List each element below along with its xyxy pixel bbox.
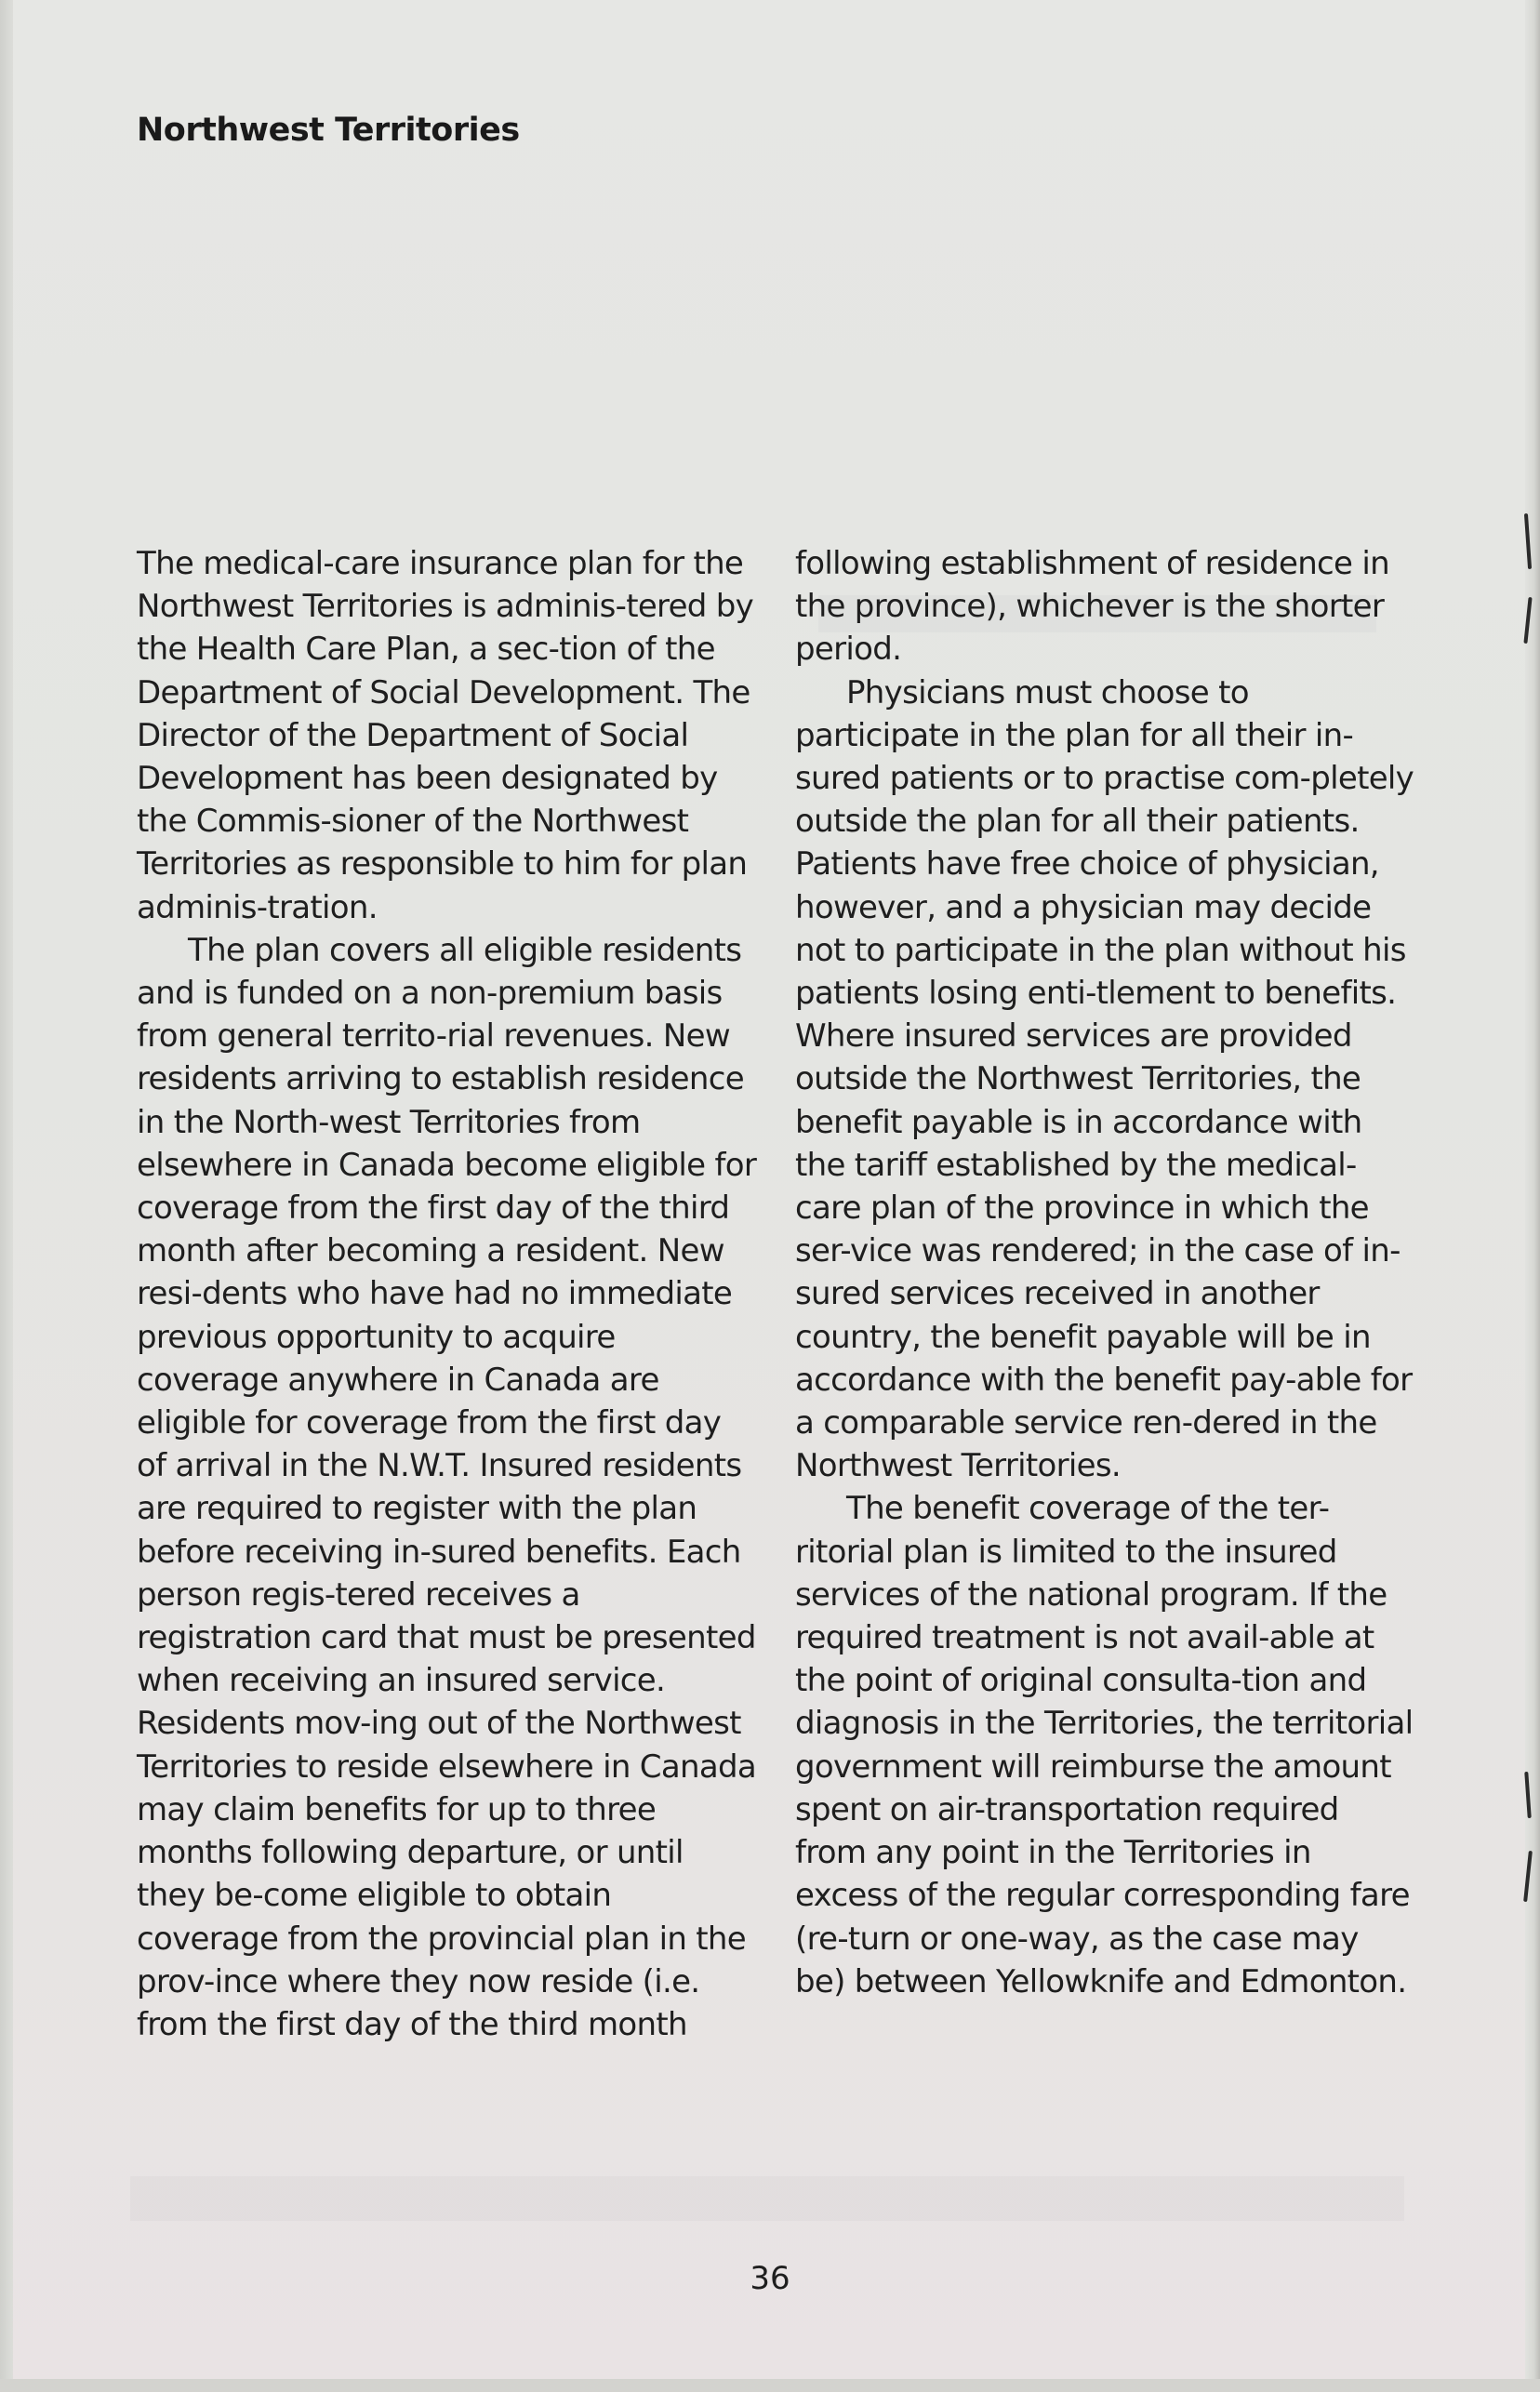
page-right-edge	[1525, 0, 1540, 2392]
paragraph: Physicians must choose to participate in the plan for all their in-sured patients or to practise com-pletely outside the plan for all their patients. Patients have free choice of physician, however, and a physician may decide not to participate in the plan without his patients losing enti-tlement to benefits. Where insured services are provided outside the Northwest Territories, the benefit payable is in accordance with the tariff established by the medical-care plan of the province in which the ser-vice was rendered; in the case of in-sured services received in another country, the benefit payable will be in accordance with the benefit pay-able for a comparable service ren-dered in the Northwest Territories.	[795, 673, 1414, 1485]
page-number: 36	[750, 2260, 790, 2297]
show-through-texture	[130, 2176, 1404, 2221]
paragraph: The plan covers all eligible residents and is funded on a non-premium basis from general territo-rial revenues. New residents arriving to establish residence in the North-west Territories from elsewhere in Canada become eligible for coverage from the first day of the third month after becoming a resident. New resi-dents who have had no immediate previous opportunity to acquire coverage anywhere in Canada are eligible for coverage from the first day of arrival in the N.W.T. Insured residents are required to register with the plan before receiving in-sured benefits. Each person regis-tered receives a registration card that must be presented when receiving an insured service. Residents mov-ing out of the Northwest Territories to reside elsewhere in Canada may claim benefits for up to three months following departure, or until they be-come eligible to obtain coverage from the provincial plan in the prov-ince where they now reside (i.e. from the first day of the third month	[137, 931, 757, 2043]
page-bottom-edge	[0, 2379, 1540, 2392]
page-spine-edge	[0, 0, 13, 2392]
page-header: Northwest Territories	[137, 112, 520, 149]
left-column	[137, 542, 758, 2046]
paragraph: The medical-care insurance plan for the Northwest Territories is adminis-tered by the Health Care Plan, a sec-tion of the Department of Social Development. The Director of the Department of Social Development has been designated by the Commis-sioner of the Northwest Territories as responsible to him for plan adminis-tration.	[137, 545, 754, 926]
right-column	[795, 542, 1416, 2003]
paragraph: following establishment of residence in the province), whichever is the shorter period.	[795, 545, 1389, 669]
paragraph: The benefit coverage of the ter-ritorial plan is limited to the insured services of the national program. If the required treatment is not avail-able at the point of original consulta-tion and diagnosis in the Territories, the territorial government will reimburse the amount spent on air-transportation required from any point in the Territories in excess of the regular corresponding fare (re-turn or one-way, as the case may be) between Yellowknife and Edmonton.	[795, 1490, 1414, 2000]
